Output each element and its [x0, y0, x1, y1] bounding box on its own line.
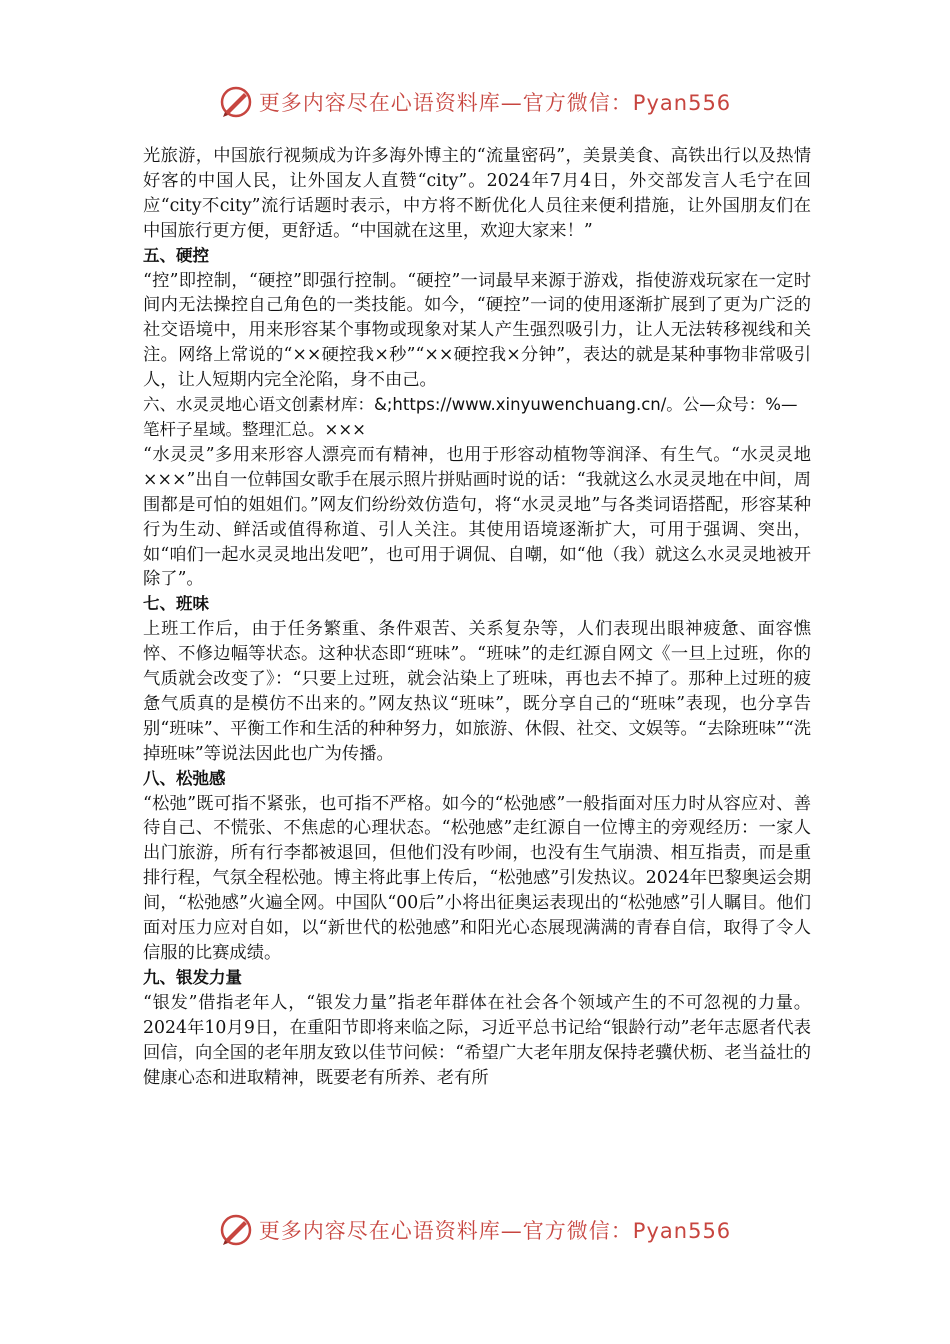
section-heading: 九、银发力量: [143, 967, 242, 987]
body-paragraph: 上班工作后，由于任务繁重、条件艰苦、关系复杂等，人们表现出眼神疲惫、面容憔悴、不修边幅等状态。这种状态即“班味”。“班味”的走红源自网文《一旦上过班，你的气质就会改变了》：“只要上过班，就会沾染上了班味，再也去不掉了。那种上过班的疲惫气质真的是模仿不出来的。”网友热议“班味”，既分享自己的“班味”表现，也分享告别“班味”、平衡工作和生活的种种努力，如旅游、休假、社交、文娱等。“去除班味”“洗掉班味”等说法因此也广为传播。: [143, 619, 811, 764]
header-banner-text: 更多内容尽在心语资料库—官方微信：Pyan556: [258, 91, 732, 115]
document-body: [143, 144, 811, 1090]
footer-banner-text: 更多内容尽在心语资料库—官方微信：Pyan556: [258, 1219, 732, 1243]
body-paragraph: “松弛”既可指不紧张，也可指不严格。如今的“松弛感”一般指面对压力时从容应对、善待自己、不慌张、不焦虑的心理状态。“松弛感”走红源自一位博主的旁观经历：一家人出门旅游，所有行李都被退回，但他们没有吵闹，也没有生气崩溃、相互指责，而是重排行程，气氛全程松弛。博主将此事上传后，“松弛感”引发热议。2024年巴黎奥运会期间，“松弛感”火遍全网。中国队“00后”小将出征奥运表现出的“松弛感”引人瞩目。他们面对压力应对自如，以“新世代的松弛感”和阳光心态展现满满的青春自信，取得了令人信服的比赛成绩。: [143, 793, 811, 963]
body-paragraph: “水灵灵”多用来形容人漂亮而有精神，也用于形容动植物等润泽、有生气。“水灵灵地×××”出自一位韩国女歌手在展示照片拼贴画时说的话：“我就这么水灵灵地在中间，周围都是可怕的姐姐们。”网友们纷纷效仿造句，将“水灵灵地”与各类词语搭配，形容某种行为生动、鲜活或值得称道、引人关注。其使用语境逐渐扩大，可用于强调、突出，如“咱们一起水灵灵地出发吧”，也可用于调侃、自嘲，如“他（我）就这么水灵灵地被开除了”。: [143, 444, 811, 590]
footer-banner: [0, 1210, 950, 1250]
section-heading: 五、硬控: [143, 245, 209, 265]
body-paragraph: “银发”借指老年人，“银发力量”指老年群体在社会各个领域产生的不可忽视的力量。2024年10月9日，在重阳节即将来临之际，习近平总书记给“银龄行动”老年志愿者代表回信，向全国的老年朋友致以佳节问候：“希望广大老年朋友保持老骥伏枥、老当益壮的健康心态和进取精神，既要老有所养、老有所: [143, 992, 811, 1088]
pen-logo-icon: [219, 1213, 253, 1247]
header-banner: [0, 82, 950, 122]
body-paragraph: “控”即控制，“硬控”即强行控制。“硬控”一词最早来源于游戏，指使游戏玩家在一定时间内无法操控自己角色的一类技能。如今，“硬控”一词的使用逐渐扩展到了更为广泛的社交语境中，用来形容某个事物或现象对某人产生强烈吸引力，让人无法转移视线和关注。网络上常说的“××硬控我×秒”“××硬控我×分钟”，表达的就是某种事物非常吸引人，让人短期内完全沦陷，身不由己。: [143, 270, 811, 391]
section-heading: 八、松弛感: [143, 768, 226, 788]
section-heading: 七、班味: [143, 594, 209, 614]
body-paragraph: 光旅游，中国旅行视频成为许多海外博主的“流量密码”，美景美食、高铁出行以及热情好客的中国人民，让外国友人直赞“city”。2024年7月4日，外交部发言人毛宁在回应“city不city”流行话题时表示，中方将不断优化人员往来便利措施，让外国朋友们在中国旅行更方便，更舒适。“中国就在这里，欢迎大家来！”: [143, 146, 811, 241]
section-heading: 六、水灵灵地心语文创素材库：&;https://www.xinyuwenchuang.cn/。公—众号：%—笔杆子星域。整理汇总。×××: [143, 395, 798, 439]
pen-logo-icon: [219, 85, 253, 119]
